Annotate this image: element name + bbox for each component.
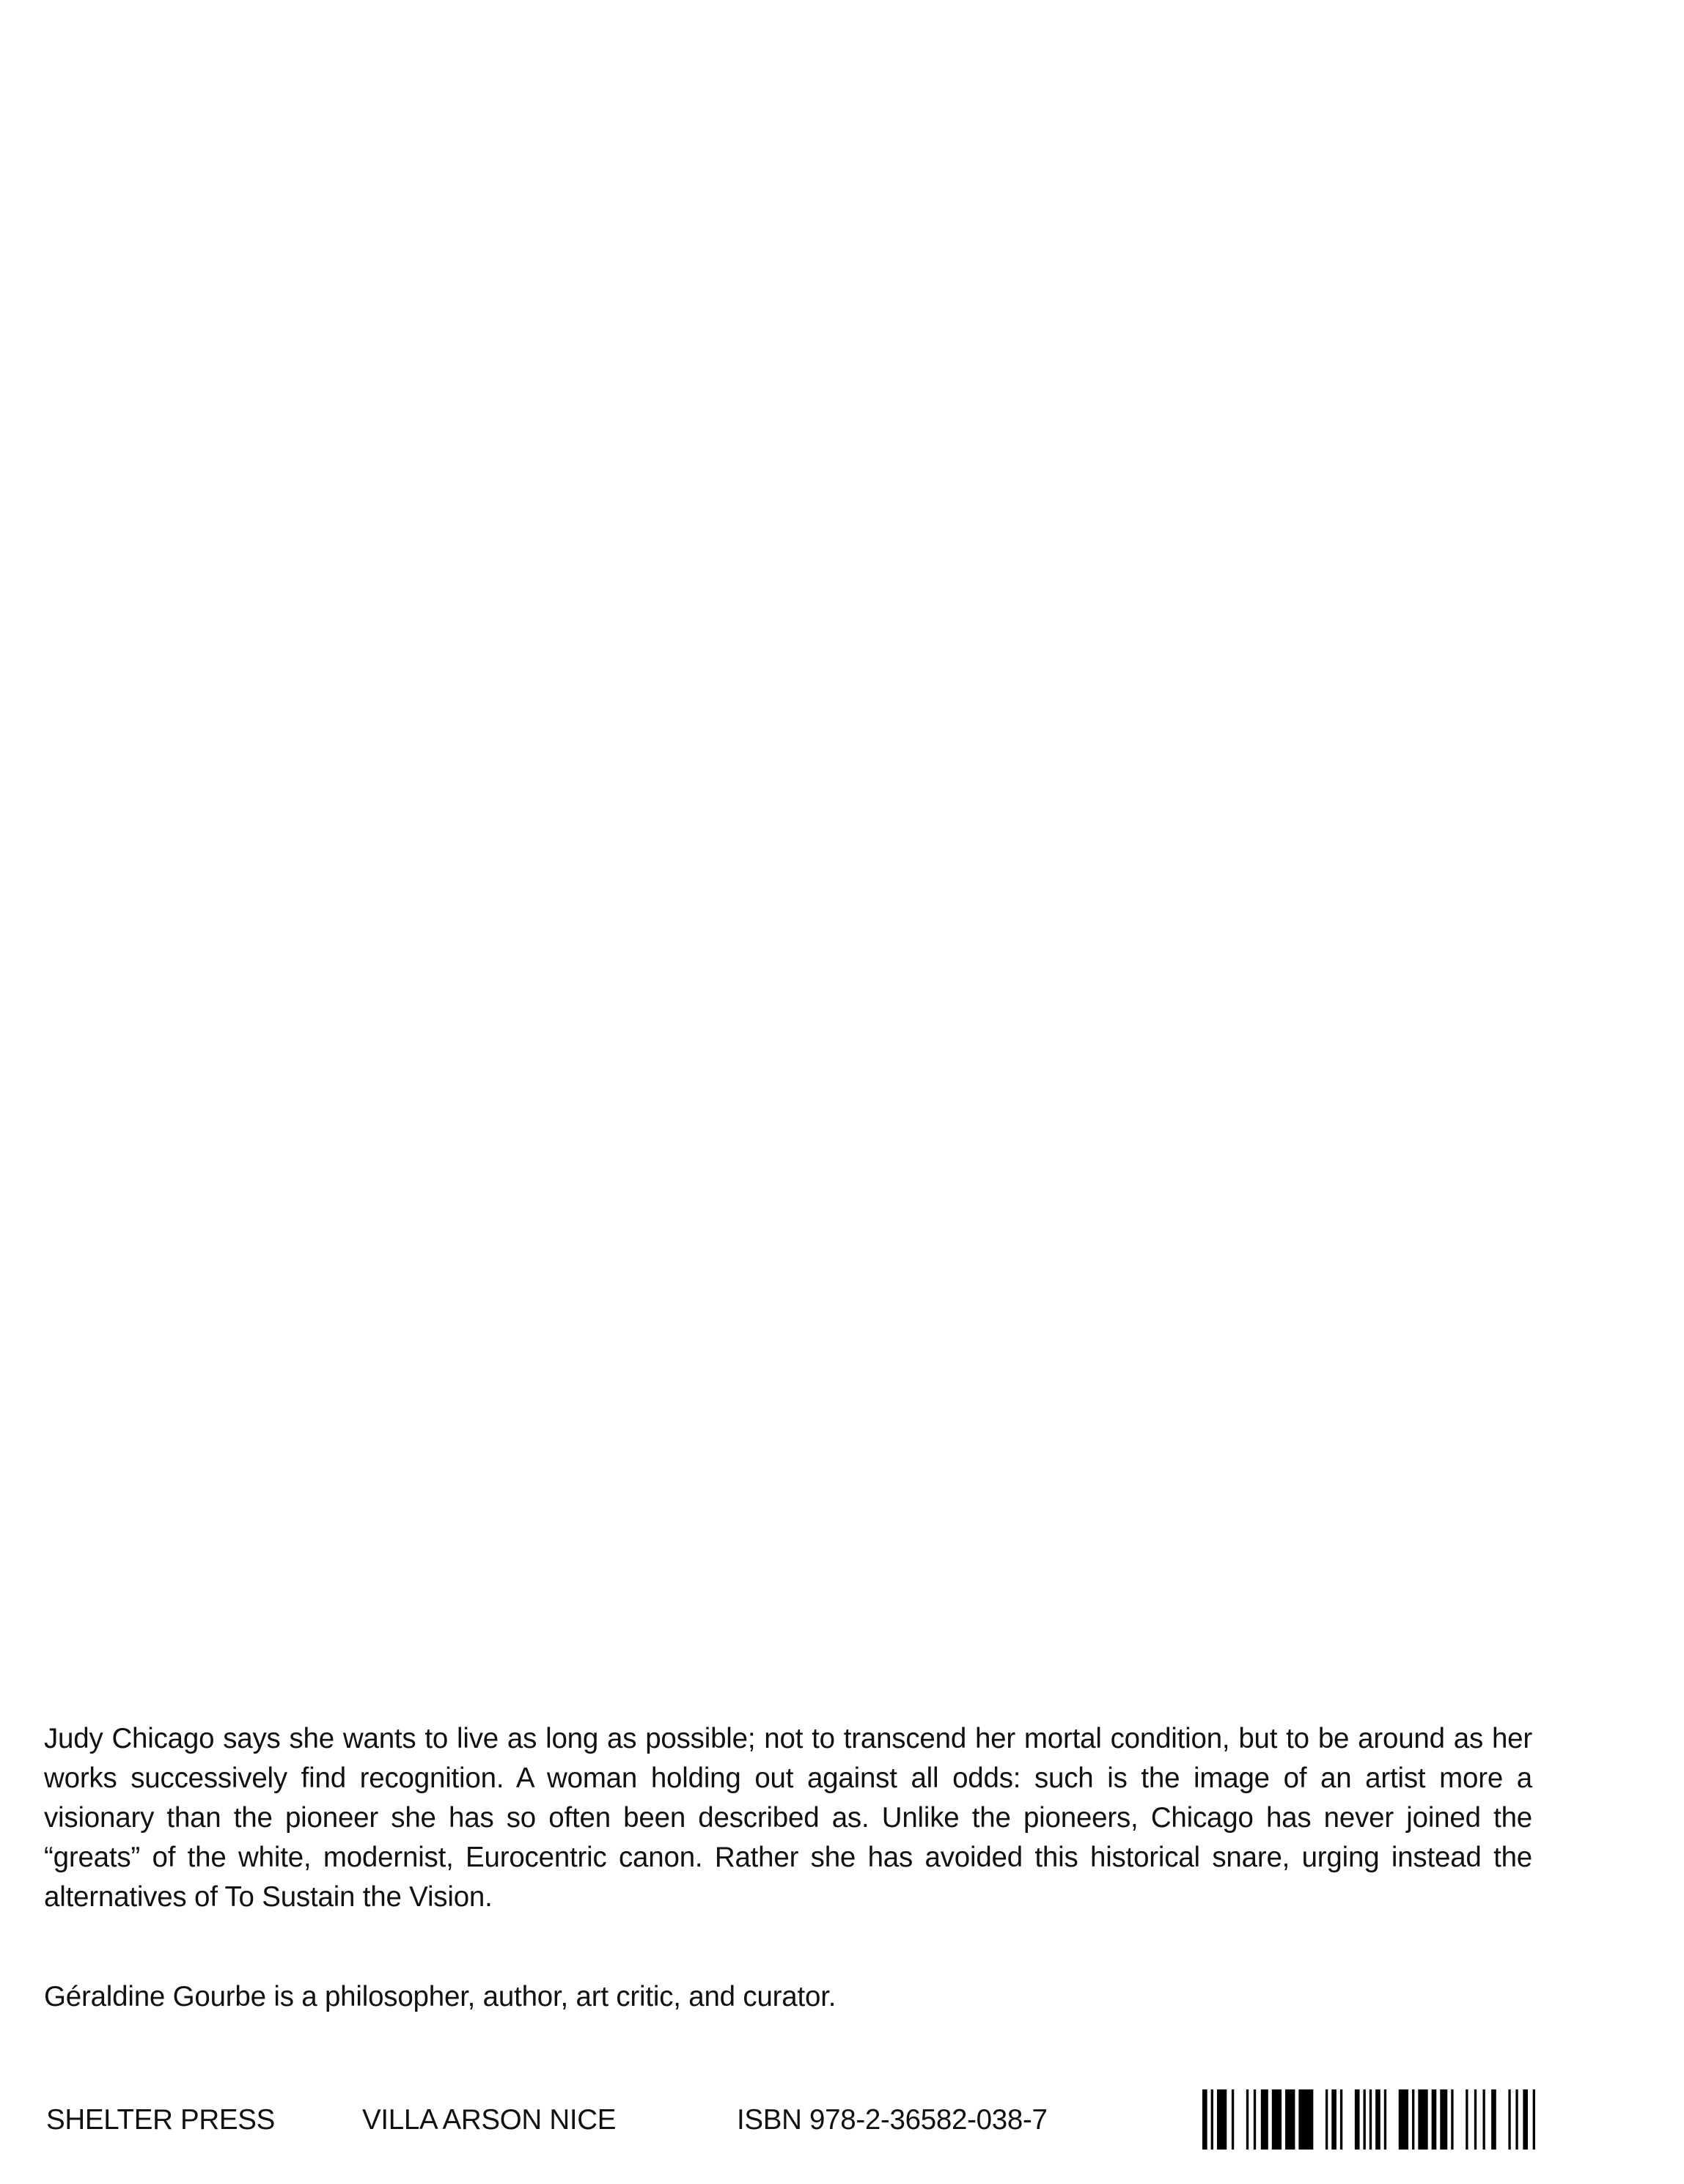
barcode-bar (1246, 2089, 1249, 2150)
barcode-bar (1474, 2089, 1477, 2150)
barcode-bar (1375, 2089, 1380, 2150)
barcode-bar (1254, 2089, 1256, 2150)
barcode-bar (1440, 2089, 1447, 2150)
barcode-bar (1508, 2089, 1510, 2150)
author-bio: Géraldine Gourbe is a philosopher, author, art critic, and curator. (44, 1981, 837, 2012)
barcode-bar (1340, 2089, 1342, 2150)
isbn-number: ISBN 978-2-36582-038-7 (737, 2104, 1048, 2136)
barcode-bar (1211, 2089, 1213, 2150)
barcode-bar (1261, 2089, 1268, 2150)
barcode-bar (1482, 2089, 1485, 2150)
barcode-bar (1202, 2089, 1207, 2150)
barcode-bar (1533, 2089, 1535, 2150)
barcode-bar (1384, 2089, 1386, 2150)
barcode-bar (1523, 2089, 1528, 2150)
barcode-bar (1369, 2089, 1372, 2150)
barcode-bar (1285, 2089, 1295, 2150)
barcode-icon (1202, 2089, 1535, 2150)
barcode-bar (1217, 2089, 1227, 2150)
publisher-name: SHELTER PRESS (46, 2104, 276, 2136)
barcode-bar (1491, 2089, 1496, 2150)
barcode-bar (1364, 2089, 1366, 2150)
barcode-bar (1466, 2089, 1468, 2150)
barcode-bar (1298, 2089, 1313, 2150)
barcode-bar (1331, 2089, 1336, 2150)
barcode-bar (1515, 2089, 1518, 2150)
barcode-bar (1232, 2089, 1234, 2150)
barcode-bar (1355, 2089, 1360, 2150)
barcode-bar (1399, 2089, 1408, 2150)
barcode-bar (1432, 2089, 1437, 2150)
barcode-bar (1412, 2089, 1414, 2150)
barcode-bar (1418, 2089, 1427, 2150)
barcode-bar (1272, 2089, 1282, 2150)
cover-blurb: Judy Chicago says she wants to live as long as possible; not to transcend her mortal condition, but to be around as her works successively find recognition. A woman holding out against all odds: such is the image of an artist more a visionary than the pioneer she has so often been described as. Unlike the pioneers, Chicago has never joined the “greats” of the white, modernist, Eurocentric canon. Rather she has avoided this historical snare, urging instead the alternatives of To Sustain the Vision. (44, 1723, 1532, 1913)
barcode-bar (1451, 2089, 1453, 2150)
barcode-bar (1325, 2089, 1328, 2150)
co-publisher-name: VILLA ARSON NICE (362, 2104, 617, 2136)
